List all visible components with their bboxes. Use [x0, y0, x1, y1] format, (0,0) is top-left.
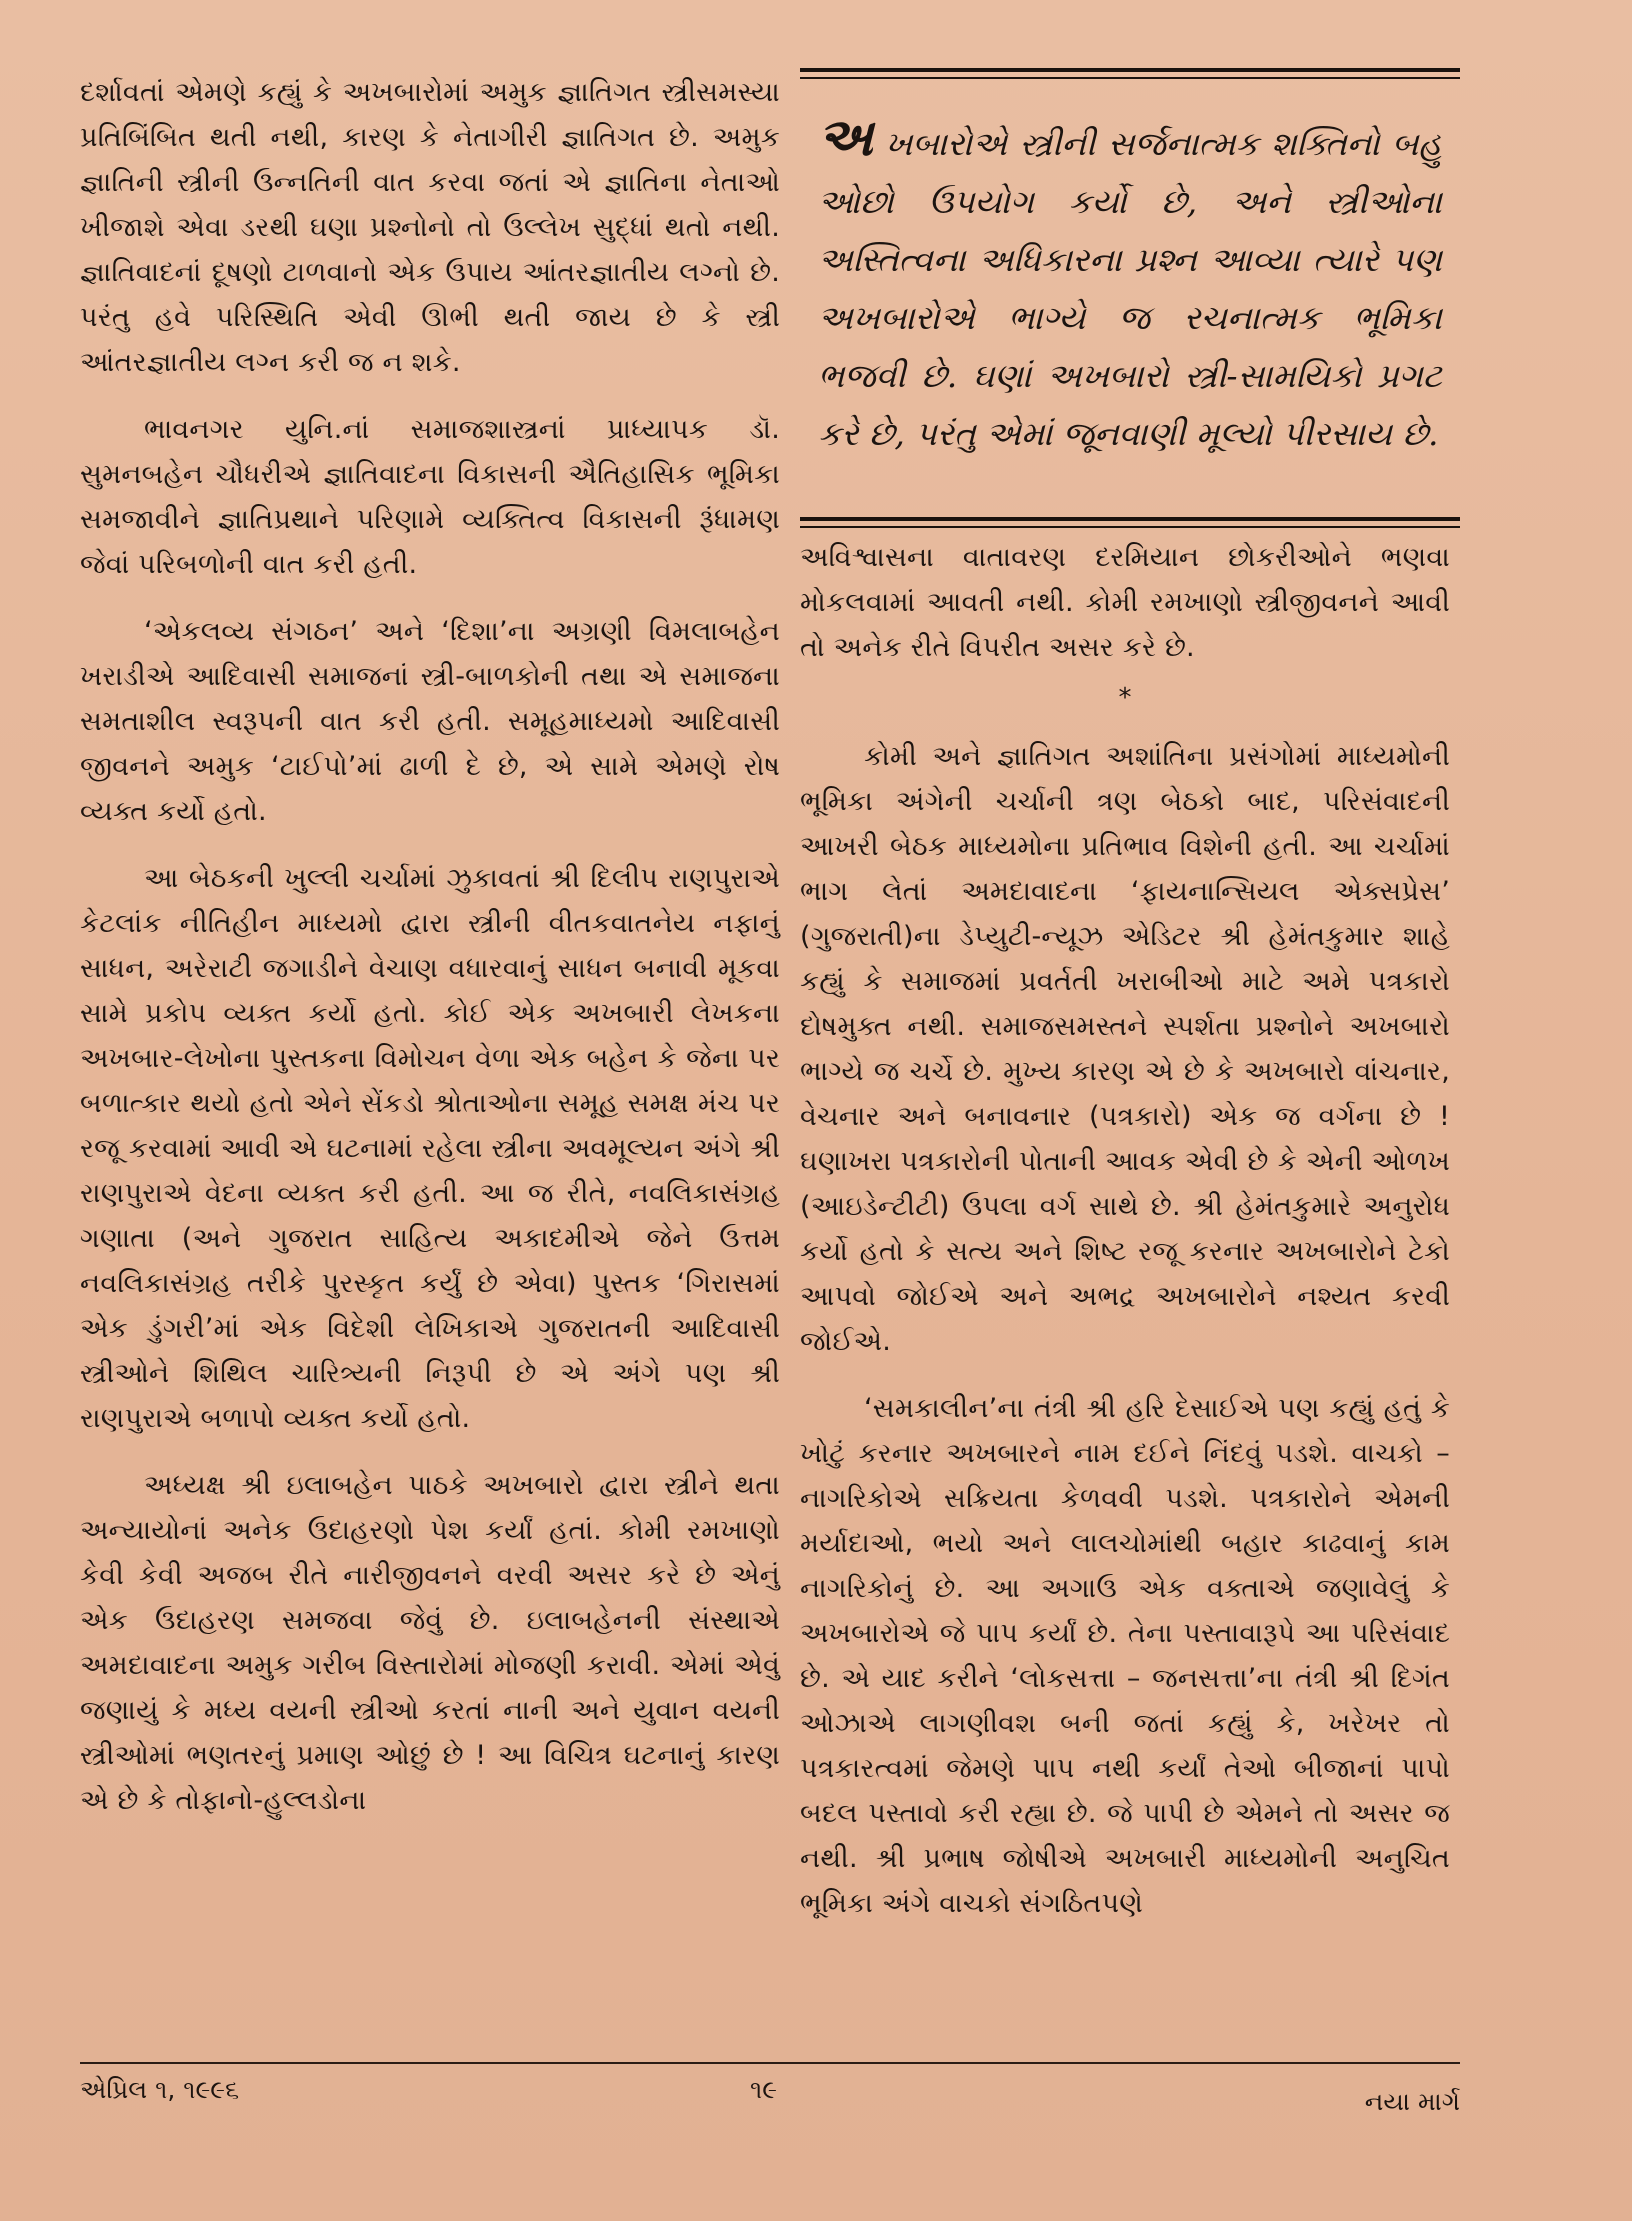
pull-quote-initial: અ — [818, 107, 873, 168]
footer-page-number: ૧૯ — [750, 2075, 778, 2104]
right-paragraph-2: કોમી અને જ્ઞાતિગત અશાંતિના પ્રસંગોમાં માધ્યમોની ભૂમિકા અંગેની ચર્ચાની ત્રણ બેઠકો બાદ, પરિસંવાદની આખરી બેઠક માધ્યમોના પ્રતિભાવ વિશેની હતી. આ ચર્ચામાં ભાગ લેતાં અમદાવાદના ‘ફાયનાન્સિયલ એક્સપ્રેસ’ (ગુજરાતી)ના ડેપ્યુટી-ન્યૂઝ એડિટર શ્રી હેમંતકુમાર શાહે કહ્યું કે સમાજમાં પ્રવર્તતી ખરાબીઓ માટે અમે પત્રકારો દોષમુક્ત નથી. સમાજસમસ્તને સ્પર્શતા પ્રશ્નોને અખબારો ભાગ્યે જ ચર્ચે છે. મુખ્ય કારણ એ છે કે અખબારો વાંચનાર, વેચનાર અને બનાવનાર (પત્રકારો) એક જ વર્ગના છે ! ઘણાખરા પત્રકારોની પોતાની આવક એવી છે કે એની ઓળખ (આઇડેન્ટીટી) ઉપલા વર્ગ સાથે છે. શ્રી હેમંતકુમારે અનુરોધ કર્યો હતો કે સત્ય અને શિષ્ટ રજૂ કરનાર અખબારોને ટેકો આપવો જોઈએ અને અભદ્ર અખબારોને નશ્યત કરવી જોઈએ. — [800, 741, 1450, 1357]
left-paragraph-4: આ બેઠકની ખુલ્લી ચર્ચામાં ઝુકાવતાં શ્રી દિલીપ રાણપુરાએ કેટલાંક નીતિહીન માધ્યમો દ્વારા સ્ત્રીની વીતકવાતનેય નફાનું સાધન, અરેરાટી જગાડીને વેચાણ વધારવાનું સાધન બનાવી મૂકવા સામે પ્રકોપ વ્યક્ત કર્યો હતો. કોઈ એક અખબારી લેખકના અખબાર-લેખોના પુસ્તકના વિમોચન વેળા એક બહેન કે જેના પર બળાત્કાર થયો હતો એને સેંકડો શ્રોતાઓના સમૂહ સમક્ષ મંચ પર રજૂ કરવામાં આવી એ ઘટનામાં રહેલા સ્ત્રીના અવમૂલ્યન અંગે શ્રી રાણપુરાએ વેદના વ્યક્ત કરી હતી. આ જ રીતે, નવલિકાસંગ્રહ ગણાતા (અને ગુજરાત સાહિત્ય અકાદમીએ જેને ઉત્તમ નવલિકાસંગ્રહ તરીકે પુરસ્કૃત કર્યું છે એવા) પુસ્તક ‘ગિરાસમાં એક ડુંગરી’માં એક વિદેશી લેખિકાએ ગુજરાતની આદિવાસી સ્ત્રીઓને શિથિલ ચારિત્ર્યની નિરૂપી છે એ અંગે પણ શ્રી રાણપુરાએ બળાપો વ્યક્ત કર્યો હતો. — [80, 863, 780, 1434]
right-paragraph-1: અવિશ્વાસના વાતાવરણ દરમિયાન છોકરીઓને ભણવા મોકલવામાં આવતી નથી. કોમી રમખાણો સ્ત્રીજીવનને આવી તો અનેક રીતે વિપરીત અસર કરે છે. — [800, 542, 1450, 663]
footer-magazine-name: નયા માર્ગ — [1364, 2087, 1460, 2116]
footer-date: એપ્રિલ ૧, ૧૯૯૬ — [80, 2075, 240, 2104]
page-footer — [80, 2075, 1460, 2115]
left-column — [80, 70, 780, 1823]
left-paragraph-1: દર્શાવતાં એમણે કહ્યું કે અખબારોમાં અમુક જ્ઞાતિગત સ્ત્રીસમસ્યા પ્રતિબિંબિત થતી નથી, કારણ કે નેતાગીરી જ્ઞાતિગત છે. અમુક જ્ઞાતિની સ્ત્રીની ઉન્નતિની વાત કરવા જતાં એ જ્ઞાતિના નેતાઓ ખીજાશે એવા ડરથી ઘણા પ્રશ્નોનો તો ઉલ્લેખ સુદ્ધાં થતો નથી. જ્ઞાતિવાદનાં દૂષણો ટાળવાનો એક ઉપાય આંતરજ્ઞાતીય લગ્નો છે. પરંતુ હવે પરિસ્થિતિ એવી ઊભી થતી જાય છે કે સ્ત્રી આંતરજ્ઞાતીય લગ્ન કરી જ ન શકે. — [80, 77, 780, 378]
pull-quote-top-rule — [800, 68, 1460, 72]
pull-quote-text — [800, 79, 1460, 483]
pull-quote-bottom-rule-thin — [800, 526, 1460, 528]
section-separator: * — [1118, 683, 1132, 713]
pull-quote-body: ખબારોએ સ્ત્રીની સર્જનાત્મક શક્તિનો બહુ ઓછો ઉપયોગ કર્યો છે, અને સ્ત્રીઓના અસ્તિત્વના અધિકારના પ્રશ્ન આવ્યા ત્યારે પણ અખબારોએ ભાગ્યે જ રચનાત્મક ભૂમિકા ભજવી છે. ઘણાં અખબારો સ્ત્રી-સામયિકો પ્રગટ કરે છે, પરંતુ એમાં જૂનવાણી મૂલ્યો પીરસાય છે. — [818, 124, 1442, 453]
footer-rule — [80, 2062, 1460, 2064]
left-paragraph-2: ભાવનગર યુનિ.નાં સમાજશાસ્ત્રનાં પ્રાધ્યાપક ડૉ. સુમનબહેન ચૌધરીએ જ્ઞાતિવાદના વિકાસની ઐતિહાસિક ભૂમિકા સમજાવીને જ્ઞાતિપ્રથાને પરિણામે વ્યક્તિત્વ વિકાસની રૂંધામણ જેવાં પરિબળોની વાત કરી હતી. — [80, 414, 780, 580]
left-paragraph-5: અધ્યક્ષ શ્રી ઇલાબહેન પાઠકે અખબારો દ્વારા સ્ત્રીને થતા અન્યાયોનાં અનેક ઉદાહરણો પેશ કર્યાં હતાં. કોમી રમખાણો કેવી કેવી અજબ રીતે નારીજીવનને વરવી અસર કરે છે એનું એક ઉદાહરણ સમજવા જેવું છે. ઇલાબહેનની સંસ્થાએ અમદાવાદના અમુક ગરીબ વિસ્તારોમાં મોજણી કરાવી. એમાં એવું જણાયું કે મધ્ય વયની સ્ત્રીઓ કરતાં નાની અને યુવાન વયની સ્ત્રીઓમાં ભણતરનું પ્રમાણ ઓછું છે ! આ વિચિત્ર ઘટનાનું કારણ એ છે કે તોફાનો-હુલ્લડોના — [80, 1470, 780, 1816]
pull-quote-box — [800, 68, 1460, 528]
right-paragraph-3: ‘સમકાલીન’ના તંત્રી શ્રી હરિ દેસાઈએ પણ કહ્યું હતું કે ખોટું કરનાર અખબારને નામ દઈને નિંદવું પડશે. વાચકો – નાગરિકોએ સક્રિયતા કેળવવી પડશે. પત્રકારોને એમની મર્યાદાઓ, ભયો અને લાલચોમાંથી બહાર કાઢવાનું કામ નાગરિકોનું છે. આ અગાઉ એક વક્તાએ જણાવેલું કે અખબારોએ જે પાપ કર્યાં છે. તેના પસ્તાવારૂપે આ પરિસંવાદ છે. એ યાદ કરીને ‘લોકસત્તા – જનસત્તા’ના તંત્રી શ્રી દિગંત ઓઝાએ લાગણીવશ બની જતાં કહ્યું કે, ખરેખર તો પત્રકારત્વમાં જેમણે પાપ નથી કર્યાં તેઓ બીજાનાં પાપો બદલ પસ્તાવો કરી રહ્યા છે. જે પાપી છે એમને તો અસર જ નથી. શ્રી પ્રભાષ જોષીએ અખબારી માધ્યમોની અનુચિત ભૂમિકા અંગે વાચકો સંગઠિતપણે — [800, 1393, 1450, 1919]
left-paragraph-3: ‘એકલવ્ય સંગઠન’ અને ‘દિશા’ના અગ્રણી વિમલાબહેન ખરાડીએ આદિવાસી સમાજનાં સ્ત્રી-બાળકોની તથા એ સમાજના સમતાશીલ સ્વરૂપની વાત કરી હતી. સમૂહમાધ્યમો આદિવાસી જીવનને અમુક ‘ટાઈપો’માં ઢાળી દે છે, એ સામે એમણે રોષ વ્યક્ત કર્યો હતો. — [80, 616, 780, 827]
right-column — [800, 535, 1450, 1926]
pull-quote-bottom-rule — [800, 517, 1460, 521]
